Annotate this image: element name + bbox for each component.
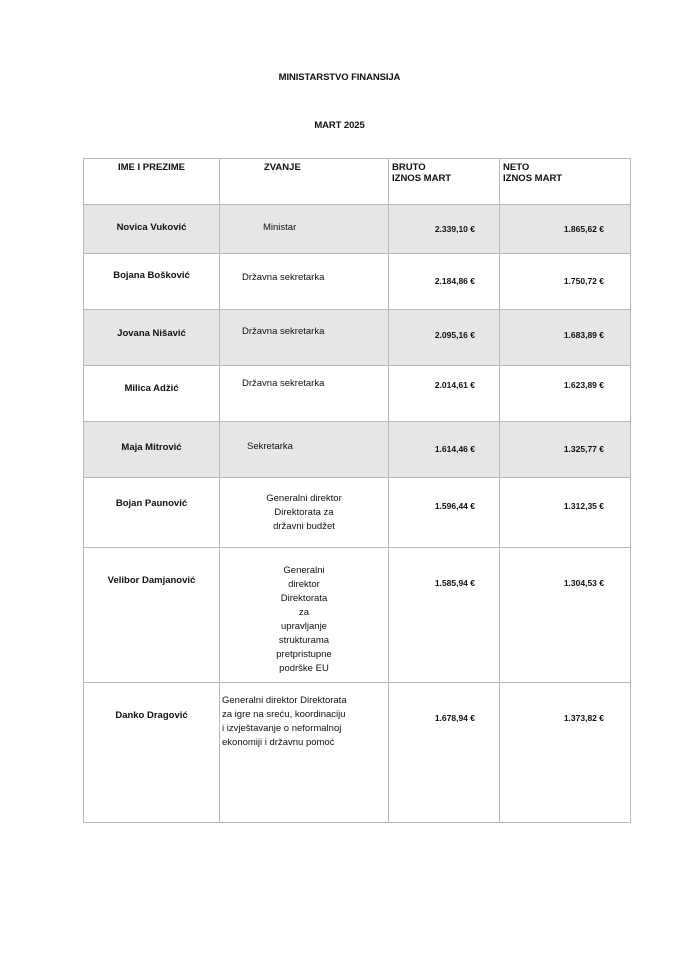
cell-name: Milica Adžić [84, 366, 220, 422]
cell-bruto: 1.614,46 € [389, 422, 500, 478]
cell-name: Velibor Damjanović [84, 548, 220, 683]
table-row [84, 478, 631, 548]
col-header-neto: NETO IZNOS MART [500, 159, 631, 205]
cell-title: Državna sekretarka [220, 366, 389, 422]
cell-bruto: 2.014,61 € [389, 366, 500, 422]
table-row [84, 366, 631, 422]
table-header-row [84, 159, 631, 205]
cell-title: Državna sekretarka [220, 254, 389, 310]
page-subtitle: MART 2025 [314, 120, 365, 131]
cell-neto: 1.750,72 € [500, 254, 631, 310]
table-row [84, 254, 631, 310]
cell-title: Sekretarka [220, 422, 389, 478]
cell-name: Jovana Nišavić [84, 310, 220, 366]
cell-title: Generalni direktor Direktorata za državni budžet [220, 478, 389, 548]
salary-table [83, 158, 631, 823]
table-row [84, 548, 631, 683]
cell-name: Novica Vuković [84, 205, 220, 254]
cell-neto: 1.312,35 € [500, 478, 631, 548]
cell-title: Ministar [220, 205, 389, 254]
cell-bruto: 1.596,44 € [389, 478, 500, 548]
cell-bruto: 1.678,94 € [389, 683, 500, 823]
cell-name: Bojana Bošković [84, 254, 220, 310]
cell-neto: 1.865,62 € [500, 205, 631, 254]
cell-title: Generalni direktor Direktorata za igre na sreću, koordinaciju i izvještavanje o neformalnoj ekonomiji i državnu pomoć [220, 683, 389, 823]
table-row [84, 683, 631, 823]
col-header-title: ZVANJE [220, 159, 389, 205]
cell-name: Danko Dragović [84, 683, 220, 823]
cell-bruto: 1.585,94 € [389, 548, 500, 683]
cell-name: Bojan Paunović [84, 478, 220, 548]
cell-title: Generalni direktor Direktorata za upravljanje strukturama pretpristupne podrške EU [220, 548, 389, 683]
cell-bruto: 2.095,16 € [389, 310, 500, 366]
cell-name: Maja Mitrović [84, 422, 220, 478]
cell-bruto: 2.339,10 € [389, 205, 500, 254]
cell-neto: 1.623,89 € [500, 366, 631, 422]
cell-neto: 1.325,77 € [500, 422, 631, 478]
cell-title: Državna sekretarka [220, 310, 389, 366]
cell-neto: 1.304,53 € [500, 548, 631, 683]
col-header-bruto: BRUTO IZNOS MART [389, 159, 500, 205]
table-row [84, 205, 631, 254]
cell-bruto: 2.184,86 € [389, 254, 500, 310]
cell-neto: 1.373,82 € [500, 683, 631, 823]
col-header-name: IME I PREZIME [84, 159, 220, 205]
page-title: MINISTARSTVO FINANSIJA [278, 72, 401, 83]
table-row [84, 310, 631, 366]
table-row [84, 422, 631, 478]
cell-neto: 1.683,89 € [500, 310, 631, 366]
